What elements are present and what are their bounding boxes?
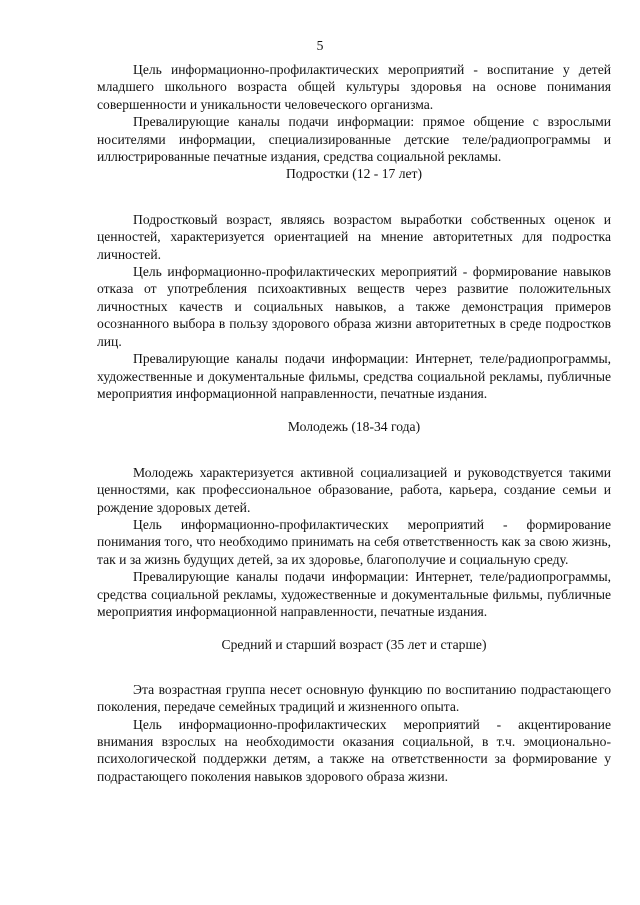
- paragraph-teenagers-age: Подростковый возраст, являясь возрастом выработки собственных оценок и ценностей, характеризуется ориентацией на мнение авторитетных для подростка личностей.: [97, 211, 611, 262]
- paragraph-teenagers-goal: Цель информационно-профилактических мероприятий - формирование навыков отказа от употребления психоактивных веществ через развитие положительных личностных качеств и социальных навыков, а также демонстрация примеров осознанного выбора в пользу здорового образа жизни авторитетных в среде подростков лиц.: [97, 264, 611, 349]
- paragraph-youth-goal: Цель информационно-профилактических мероприятий - формирование понимания того, что необходимо принимать на себя ответственность как за свою жизнь, так и за жизнь будущих детей, за их здоровье, благополучие и социальную среду.: [97, 516, 611, 567]
- paragraph-teenagers-channels: Превалирующие каналы подачи информации: Интернет, теле/радиопрограммы, художественные и документальные фильмы, средства социальной рекламы, публичные мероприятия информационной направленности, печатные издания.: [97, 351, 611, 401]
- section-heading-youth: Молодежь (18-34 года): [287, 419, 421, 435]
- paragraph-youth-characteristics: Молодежь характеризуется активной социализацией и руководствуется такими ценностями, как профессиональное образование, работа, карьера, создание семьи и рождение здоровых детей.: [97, 464, 611, 515]
- section-heading-teenagers: Подростки (12 - 17 лет): [285, 166, 423, 182]
- paragraph-adults-goal: Цель информационно-профилактических мероприятий - акцентирование внимания взрослых на необходимости оказания социальной, в т.ч. эмоционально-психологической поддержки детям, а также на ответственности за формирование у подрастающего поколения навыков здорового образа жизни.: [97, 716, 611, 784]
- paragraph-children-channels: Превалирующие каналы подачи информации: прямое общение с взрослыми носителями информации, специализированные детские теле/радиопрограммы и иллюстрированные печатные издания, средства социальной рекламы.: [97, 114, 611, 165]
- paragraph-adults-function: Эта возрастная группа несет основную функцию по воспитанию подрастающего поколения, передаче семейных традиций и жизненного опыта.: [97, 681, 611, 715]
- page-number: 5: [316, 38, 324, 53]
- paragraph-youth-channels: Превалирующие каналы подачи информации: Интернет, теле/радиопрограммы, средства социальной рекламы, художественные и документальные фильмы, публичные мероприятия информационной направленности, печатные издания.: [97, 569, 611, 619]
- paragraph-children-goal: Цель информационно-профилактических мероприятий - воспитание у детей младшего школьного возраста общей культуры здоровья на основе понимания совершенности и уникальности человеческого организма.: [97, 62, 611, 112]
- document-body: [97, 61, 611, 785]
- section-heading-adults: Средний и старший возраст (35 лет и старше): [221, 637, 487, 653]
